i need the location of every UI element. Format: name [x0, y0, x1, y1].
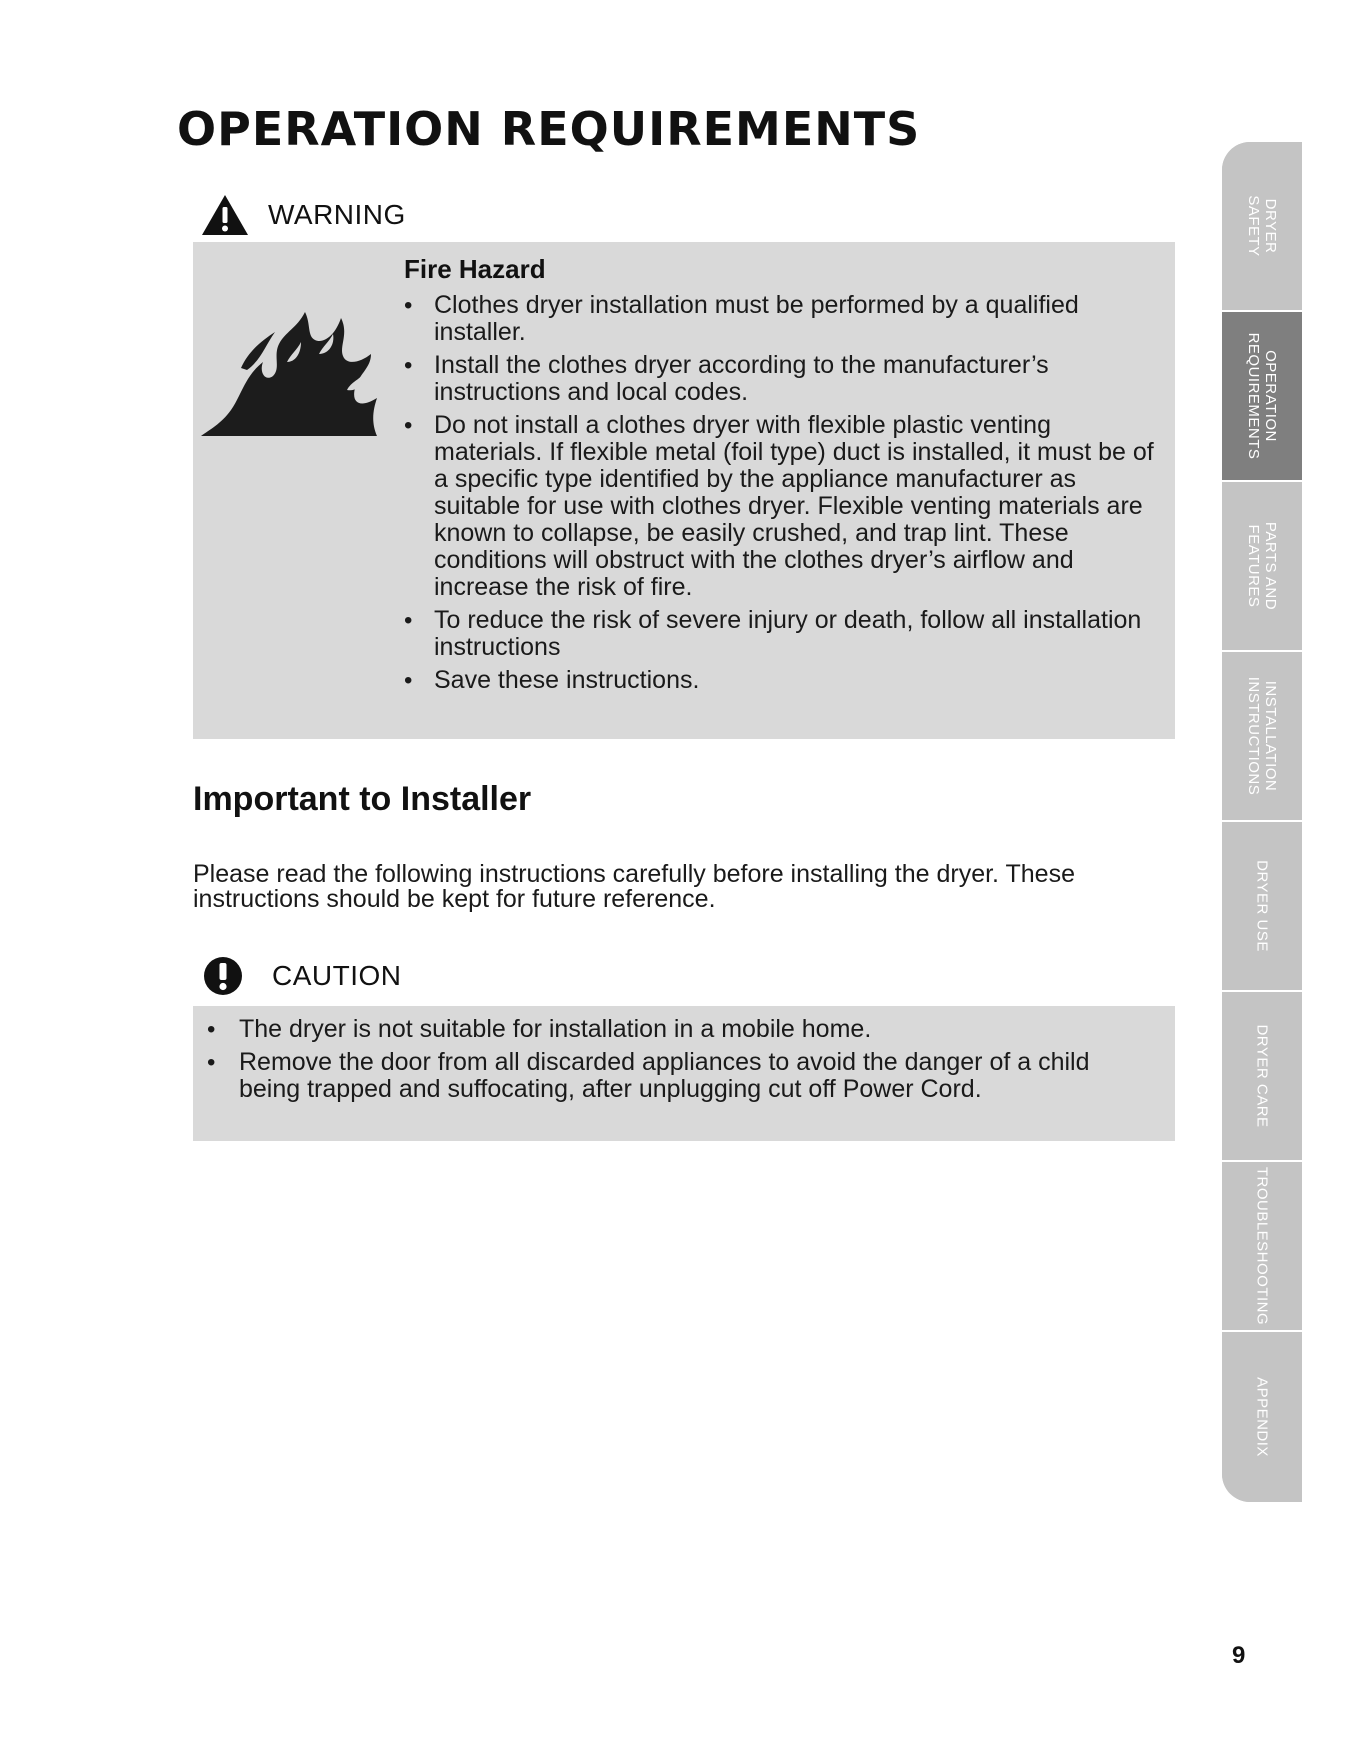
caution-box: [193, 1006, 1175, 1141]
tab-label: DRYER USE: [1253, 860, 1271, 952]
tab-label: INSTALLATION INSTRUCTIONS: [1245, 676, 1279, 796]
warning-item: • Install the clothes dryer according to the manufacturer’s instructions and local codes.: [404, 352, 1164, 406]
installer-heading: Important to Installer: [193, 780, 532, 818]
fire-hazard-icon: [201, 310, 377, 436]
installer-text: Please read the following instructions carefully before installing the dryer. These instructions should be kept for future reference.: [193, 860, 1075, 913]
tab-label: PARTS AND FEATURES: [1245, 521, 1279, 611]
hazard-title: Fire Hazard: [404, 254, 546, 284]
tab-troubleshooting[interactable]: [1222, 1162, 1302, 1332]
warning-item: • Save these instructions.: [404, 667, 1164, 694]
tab-dryer-use[interactable]: [1222, 822, 1302, 992]
section-tabs: [1222, 142, 1302, 1502]
tab-dryer-care[interactable]: [1222, 992, 1302, 1162]
caution-item: • Remove the door from all discarded appliances to avoid the danger of a child being trapped and suffocating, after unplugging cut off Power Cord.: [207, 1049, 1157, 1103]
tab-parts-and-features[interactable]: [1222, 482, 1302, 652]
warning-item: • Do not install a clothes dryer with flexible plastic venting materials. If flexible metal (foil type) duct is installed, it must be of a specific type identified by the appliance manufacturer as suitable for use with clothes dryer. Flexible venting materials are known to collapse, be easily crushed, and trap lint. These conditions will obstruct with the clothes dryer’s airflow and increase the risk of fire.: [404, 412, 1164, 601]
tab-label: OPERATION REQUIREMENTS: [1245, 332, 1279, 460]
caution-item: • The dryer is not suitable for installation in a mobile home.: [207, 1016, 1157, 1043]
tab-label: DRYER SAFETY: [1245, 195, 1279, 257]
warning-triangle-icon: [200, 193, 250, 237]
caution-label-row: [203, 953, 402, 999]
page-title: OPERATION REQUIREMENTS: [177, 102, 921, 156]
warning-label-row: [200, 192, 406, 238]
warning-label: WARNING: [268, 199, 406, 230]
warning-box: [193, 242, 1175, 739]
caution-label: CAUTION: [272, 960, 402, 991]
page-number: 9: [1232, 1642, 1246, 1669]
caution-list: [207, 1016, 1157, 1109]
tab-label: APPENDIX: [1253, 1377, 1271, 1457]
tab-appendix[interactable]: [1222, 1332, 1302, 1502]
warning-list: [404, 292, 1164, 700]
warning-item: • Clothes dryer installation must be performed by a qualified installer.: [404, 292, 1164, 346]
tab-dryer-safety[interactable]: [1222, 142, 1302, 312]
tab-label: DRYER CARE: [1253, 1024, 1271, 1128]
caution-exclamation-icon: [203, 956, 243, 996]
tab-label: TROUBLESHOOTING: [1253, 1166, 1271, 1326]
tab-installation-instructions[interactable]: [1222, 652, 1302, 822]
warning-item: • To reduce the risk of severe injury or death, follow all installation instructions: [404, 607, 1164, 661]
tab-operation-requirements[interactable]: [1222, 312, 1302, 482]
